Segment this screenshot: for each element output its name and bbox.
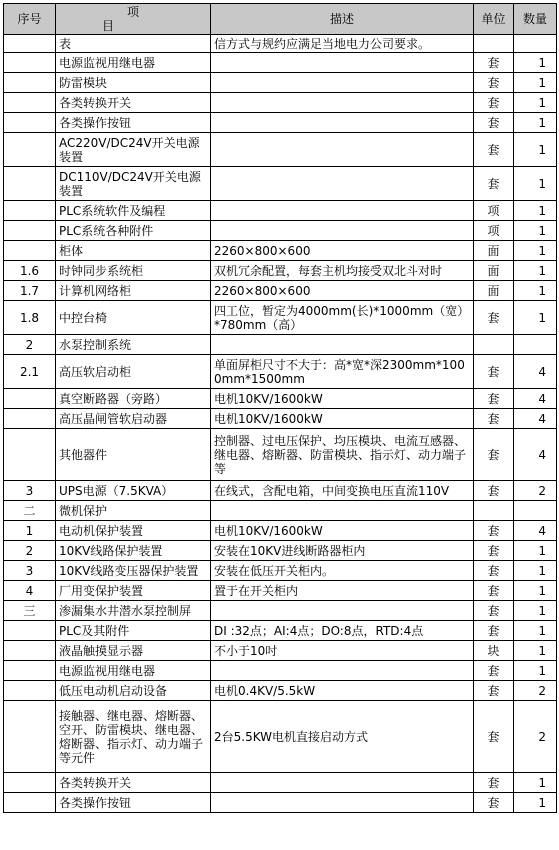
row-unit-cell: 套 xyxy=(474,53,514,73)
row-unit-cell: 套 xyxy=(474,661,514,681)
row-no-cell: 4 xyxy=(4,581,56,601)
row-item-cell: 水泵控制系统 xyxy=(56,335,211,355)
row-desc-cell: 信方式与规约应满足当地电力公司要求。 xyxy=(211,35,474,53)
row-qty-cell: 1 xyxy=(514,93,557,113)
row-item-cell: 微机保护 xyxy=(56,501,211,521)
table-row xyxy=(4,53,557,73)
row-no-cell xyxy=(4,681,56,701)
row-no-cell xyxy=(4,793,56,813)
row-qty-cell: 1 xyxy=(514,561,557,581)
row-qty-cell: 4 xyxy=(514,521,557,541)
row-qty-cell: 1 xyxy=(514,773,557,793)
row-item-cell: 低压电动机启动设备 xyxy=(56,681,211,701)
row-desc-cell xyxy=(211,167,474,201)
row-desc-cell: 2260×800×600 xyxy=(211,281,474,301)
table-row xyxy=(4,167,557,201)
row-unit-cell: 套 xyxy=(474,389,514,409)
row-qty-cell xyxy=(514,35,557,53)
row-no-cell: 三 xyxy=(4,601,56,621)
row-item-cell: PLC系统软件及编程 xyxy=(56,201,211,221)
row-item-cell: 高压晶闸管软启动器 xyxy=(56,409,211,429)
table-row xyxy=(4,773,557,793)
header-unit: 单位 xyxy=(474,4,514,35)
table-row xyxy=(4,541,557,561)
row-item-cell: 接触器、继电器、熔断器、空开、防雷模块、继电器、熔断器、指示灯、动力端子等元件 xyxy=(56,701,211,773)
table-row xyxy=(4,73,557,93)
row-no-cell xyxy=(4,73,56,93)
row-item-cell: 时钟同步系统柜 xyxy=(56,261,211,281)
row-qty-cell: 1 xyxy=(514,793,557,813)
table-row xyxy=(4,221,557,241)
row-unit-cell: 套 xyxy=(474,521,514,541)
row-qty-cell: 1 xyxy=(514,167,557,201)
row-desc-cell xyxy=(211,221,474,241)
row-no-cell xyxy=(4,167,56,201)
row-desc-cell xyxy=(211,501,474,521)
row-unit-cell: 套 xyxy=(474,581,514,601)
row-no-cell xyxy=(4,409,56,429)
row-qty-cell: 1 xyxy=(514,601,557,621)
row-desc-cell xyxy=(211,93,474,113)
row-qty-cell: 1 xyxy=(514,241,557,261)
row-item-cell: PLC及其附件 xyxy=(56,621,211,641)
row-qty-cell: 1 xyxy=(514,641,557,661)
table-row xyxy=(4,281,557,301)
row-unit-cell: 套 xyxy=(474,773,514,793)
row-desc-cell: 安装在低压开关柜内。 xyxy=(211,561,474,581)
row-unit-cell: 项 xyxy=(474,201,514,221)
row-item-cell: 真空断路器（旁路） xyxy=(56,389,211,409)
row-desc-cell: 在线式，含配电箱，中间变换电压直流110V xyxy=(211,481,474,501)
row-item-cell: PLC系统各种附件 xyxy=(56,221,211,241)
row-unit-cell: 套 xyxy=(474,301,514,335)
row-no-cell xyxy=(4,35,56,53)
row-no-cell xyxy=(4,241,56,261)
row-desc-cell: 四工位，暂定为4000mm(长)*1000mm（宽）*780mm（高） xyxy=(211,301,474,335)
table-row xyxy=(4,35,557,53)
header-desc: 描述 xyxy=(211,4,474,35)
row-unit-cell: 套 xyxy=(474,429,514,481)
row-no-cell xyxy=(4,221,56,241)
row-item-cell: 高压软启动柜 xyxy=(56,355,211,389)
row-qty-cell: 2 xyxy=(514,701,557,773)
table-row xyxy=(4,601,557,621)
table-row xyxy=(4,621,557,641)
table-body xyxy=(4,35,557,813)
row-desc-cell xyxy=(211,201,474,221)
table-row xyxy=(4,113,557,133)
table-row xyxy=(4,133,557,167)
row-item-cell: 厂用变保护装置 xyxy=(56,581,211,601)
row-desc-cell: DI :32点；AI:4点；DO:8点，RTD:4点 xyxy=(211,621,474,641)
row-no-cell: 1.6 xyxy=(4,261,56,281)
row-desc-cell: 置于在开关柜内 xyxy=(211,581,474,601)
table-row xyxy=(4,335,557,355)
row-item-cell: 各类操作按钮 xyxy=(56,113,211,133)
row-no-cell xyxy=(4,113,56,133)
row-qty-cell xyxy=(514,501,557,521)
row-qty-cell xyxy=(514,335,557,355)
table-row xyxy=(4,355,557,389)
row-qty-cell: 1 xyxy=(514,201,557,221)
row-unit-cell: 套 xyxy=(474,73,514,93)
row-desc-cell: 单面屏柜尺寸不大于：高*宽*深2300mm*1000mm*1500mm xyxy=(211,355,474,389)
table-row xyxy=(4,481,557,501)
row-item-cell: DC110V/DC24V开关电源装置 xyxy=(56,167,211,201)
row-unit-cell: 套 xyxy=(474,561,514,581)
row-unit-cell: 面 xyxy=(474,281,514,301)
row-item-cell: 表 xyxy=(56,35,211,53)
row-desc-cell: 电机10KV/1600kW xyxy=(211,409,474,429)
row-item-cell: 液晶触摸显示器 xyxy=(56,641,211,661)
row-desc-cell: 双机冗余配置，每套主机均接受双北斗对时 xyxy=(211,261,474,281)
row-unit-cell: 块 xyxy=(474,641,514,661)
row-desc-cell xyxy=(211,601,474,621)
row-qty-cell: 2 xyxy=(514,481,557,501)
row-no-cell xyxy=(4,701,56,773)
row-qty-cell: 1 xyxy=(514,281,557,301)
row-unit-cell: 套 xyxy=(474,133,514,167)
row-unit-cell: 套 xyxy=(474,541,514,561)
row-qty-cell: 1 xyxy=(514,541,557,561)
row-unit-cell: 面 xyxy=(474,261,514,281)
row-item-cell: 10KV线路保护装置 xyxy=(56,541,211,561)
table-row xyxy=(4,561,557,581)
row-qty-cell: 4 xyxy=(514,429,557,481)
row-desc-cell xyxy=(211,113,474,133)
row-item-cell: 各类操作按钮 xyxy=(56,793,211,813)
row-item-cell: 各类转换开关 xyxy=(56,93,211,113)
row-desc-cell: 2260×800×600 xyxy=(211,241,474,261)
table-row xyxy=(4,93,557,113)
row-no-cell xyxy=(4,133,56,167)
row-no-cell xyxy=(4,53,56,73)
row-unit-cell: 套 xyxy=(474,113,514,133)
table-row xyxy=(4,429,557,481)
table-row xyxy=(4,661,557,681)
row-desc-cell: 不小于10吋 xyxy=(211,641,474,661)
table-row xyxy=(4,701,557,773)
row-qty-cell: 1 xyxy=(514,301,557,335)
table-row xyxy=(4,389,557,409)
row-no-cell: 3 xyxy=(4,481,56,501)
row-qty-cell: 2 xyxy=(514,681,557,701)
table-row xyxy=(4,201,557,221)
row-desc-cell xyxy=(211,73,474,93)
header-no: 序号 xyxy=(4,4,56,35)
row-desc-cell: 电机0.4KV/5.5kW xyxy=(211,681,474,701)
row-no-cell xyxy=(4,201,56,221)
row-unit-cell: 项 xyxy=(474,221,514,241)
row-unit-cell xyxy=(474,335,514,355)
row-no-cell: 2 xyxy=(4,541,56,561)
row-qty-cell: 1 xyxy=(514,581,557,601)
table-header xyxy=(4,4,557,35)
row-unit-cell: 套 xyxy=(474,355,514,389)
table-row xyxy=(4,793,557,813)
row-desc-cell xyxy=(211,773,474,793)
row-qty-cell: 1 xyxy=(514,621,557,641)
header-item: 项目 xyxy=(56,4,211,35)
table-row xyxy=(4,501,557,521)
equipment-table xyxy=(3,3,557,813)
row-qty-cell: 1 xyxy=(514,133,557,167)
row-desc-cell xyxy=(211,793,474,813)
row-item-cell: 各类转换开关 xyxy=(56,773,211,793)
row-no-cell: 2.1 xyxy=(4,355,56,389)
row-no-cell: 1 xyxy=(4,521,56,541)
row-item-cell: 电源监视用继电器 xyxy=(56,53,211,73)
table-row xyxy=(4,241,557,261)
row-unit-cell: 套 xyxy=(474,167,514,201)
row-no-cell xyxy=(4,621,56,641)
row-unit-cell: 套 xyxy=(474,701,514,773)
row-qty-cell: 4 xyxy=(514,389,557,409)
row-desc-cell: 电机10KV/1600kW xyxy=(211,389,474,409)
row-item-cell: 电动机保护装置 xyxy=(56,521,211,541)
table-row xyxy=(4,409,557,429)
row-qty-cell: 1 xyxy=(514,661,557,681)
row-desc-cell xyxy=(211,53,474,73)
table-row xyxy=(4,521,557,541)
row-no-cell: 二 xyxy=(4,501,56,521)
row-unit-cell: 套 xyxy=(474,601,514,621)
row-desc-cell: 安装在10KV进线断路器柜内 xyxy=(211,541,474,561)
row-desc-cell xyxy=(211,661,474,681)
row-qty-cell: 1 xyxy=(514,73,557,93)
row-unit-cell xyxy=(474,35,514,53)
row-desc-cell xyxy=(211,335,474,355)
row-qty-cell: 4 xyxy=(514,409,557,429)
row-qty-cell: 4 xyxy=(514,355,557,389)
row-item-cell: 计算机网络柜 xyxy=(56,281,211,301)
row-desc-cell: 2台5.5KW电机直接启动方式 xyxy=(211,701,474,773)
table-row xyxy=(4,641,557,661)
row-no-cell: 1.8 xyxy=(4,301,56,335)
table-row xyxy=(4,581,557,601)
row-no-cell xyxy=(4,641,56,661)
row-no-cell xyxy=(4,389,56,409)
row-unit-cell: 套 xyxy=(474,681,514,701)
row-unit-cell: 套 xyxy=(474,93,514,113)
row-item-cell: 中控台椅 xyxy=(56,301,211,335)
row-item-cell: 柜体 xyxy=(56,241,211,261)
row-no-cell xyxy=(4,93,56,113)
row-unit-cell: 套 xyxy=(474,481,514,501)
row-item-cell: 电源监视用继电器 xyxy=(56,661,211,681)
header-qty: 数量 xyxy=(514,4,557,35)
table-row xyxy=(4,681,557,701)
row-item-cell: UPS电源（7.5KVA） xyxy=(56,481,211,501)
row-no-cell: 1.7 xyxy=(4,281,56,301)
row-no-cell xyxy=(4,661,56,681)
row-unit-cell: 套 xyxy=(474,409,514,429)
row-qty-cell: 1 xyxy=(514,221,557,241)
row-item-cell: 防雷模块 xyxy=(56,73,211,93)
row-desc-cell xyxy=(211,133,474,167)
row-item-cell: 10KV线路变压器保护装置 xyxy=(56,561,211,581)
row-item-cell: 渗漏集水井潜水泵控制屏 xyxy=(56,601,211,621)
row-qty-cell: 1 xyxy=(514,113,557,133)
row-unit-cell: 套 xyxy=(474,793,514,813)
row-qty-cell: 1 xyxy=(514,261,557,281)
row-unit-cell: 套 xyxy=(474,621,514,641)
row-item-cell: AC220V/DC24V开关电源装置 xyxy=(56,133,211,167)
row-qty-cell: 1 xyxy=(514,53,557,73)
row-desc-cell: 电机10KV/1600kW xyxy=(211,521,474,541)
row-no-cell xyxy=(4,773,56,793)
row-no-cell: 3 xyxy=(4,561,56,581)
table-row xyxy=(4,261,557,281)
row-unit-cell xyxy=(474,501,514,521)
row-no-cell: 2 xyxy=(4,335,56,355)
row-desc-cell: 控制器、过电压保护、均压模块、电流互感器、继电器、熔断器、防雷模块、指示灯、动力端子等 xyxy=(211,429,474,481)
row-item-cell: 其他器件 xyxy=(56,429,211,481)
table-row xyxy=(4,301,557,335)
row-unit-cell: 面 xyxy=(474,241,514,261)
row-no-cell xyxy=(4,429,56,481)
